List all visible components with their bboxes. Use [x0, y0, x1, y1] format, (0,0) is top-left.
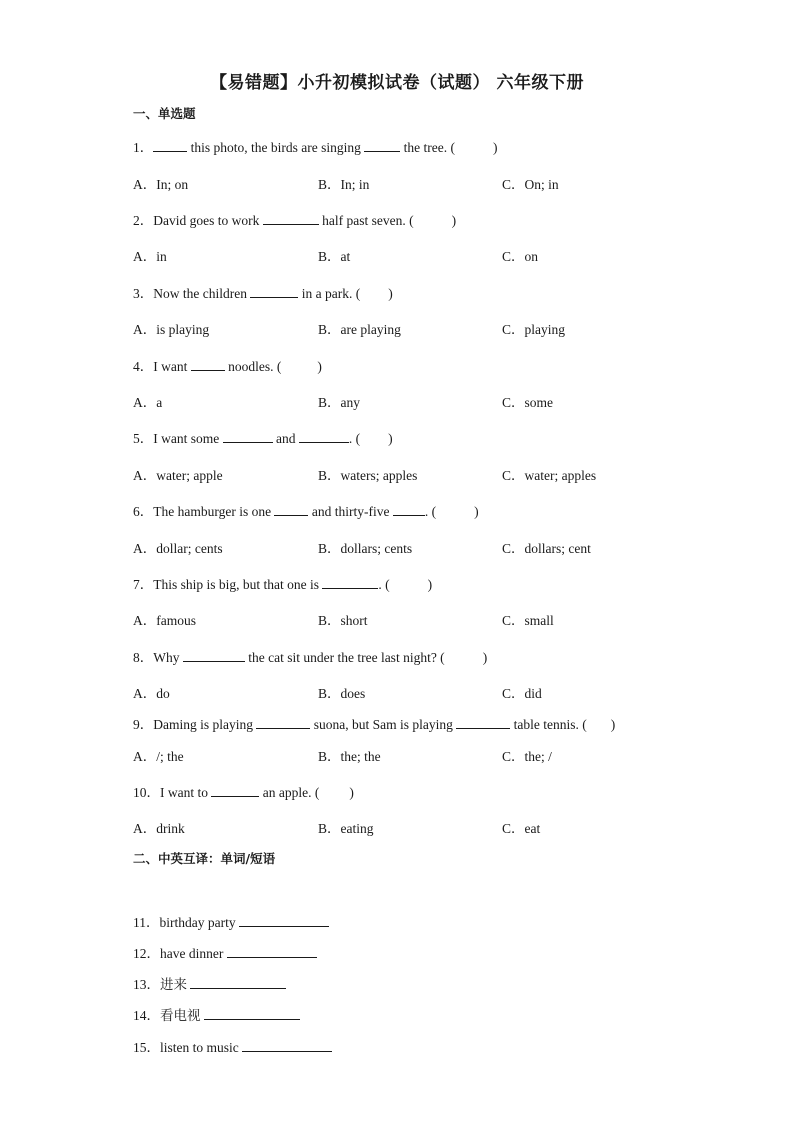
answer-blank[interactable] — [456, 716, 510, 729]
section-heading-single-choice: 一、单选题 — [133, 106, 196, 121]
question-10: 10．I want to an apple. ( ) — [133, 785, 354, 800]
option-c[interactable]: C．On; in — [502, 177, 559, 192]
option-a[interactable]: A．in — [133, 249, 167, 264]
translation-item-15: 15．listen to music — [133, 1036, 332, 1056]
question-8: 8．Why the cat sit under the tree last night? ( ) — [133, 650, 488, 665]
answer-blank[interactable] — [204, 1007, 300, 1020]
option-b[interactable]: B．eating — [318, 821, 374, 836]
question-1: 1． this photo, the birds are singing the tree. ( ) — [133, 140, 498, 155]
answer-blank[interactable] — [223, 430, 273, 443]
answer-blank[interactable] — [183, 649, 245, 662]
answer-blank[interactable] — [263, 212, 319, 225]
option-c[interactable]: C．dollars; cent — [502, 541, 591, 556]
page-title: 【易错题】小升初模拟试卷（试题） 六年级下册 — [210, 73, 584, 93]
option-a[interactable]: A．In; on — [133, 177, 189, 192]
translation-item-14: 14．看电视 — [133, 1004, 300, 1024]
answer-blank[interactable] — [153, 139, 187, 152]
translation-item-11: 11．birthday party — [133, 911, 329, 931]
question-4: 4．I want noodles. ( ) — [133, 359, 322, 374]
answer-blank[interactable] — [393, 503, 425, 516]
question-7: 7．This ship is big, but that one is . ( ) — [133, 577, 433, 592]
translation-item-12: 12．have dinner — [133, 942, 317, 962]
option-a[interactable]: A．dollar; cents — [133, 541, 223, 556]
question-9: 9．Daming is playing suona, but Sam is playing table tennis. ( ) — [133, 717, 616, 732]
section-heading-translation: 二、中英互译：单词/短语 — [133, 851, 276, 866]
option-c[interactable]: C．did — [502, 686, 542, 701]
option-b[interactable]: B．waters; apples — [318, 468, 418, 483]
answer-blank[interactable] — [299, 430, 349, 443]
answer-blank[interactable] — [322, 576, 378, 589]
option-b[interactable]: B．at — [318, 249, 351, 264]
answer-blank[interactable] — [242, 1039, 332, 1052]
option-c[interactable]: C．water; apples — [502, 468, 597, 483]
question-6: 6．The hamburger is one and thirty-five . ( ) — [133, 504, 479, 519]
option-c[interactable]: C．eat — [502, 821, 541, 836]
option-b[interactable]: B．In; in — [318, 177, 370, 192]
option-a[interactable]: A．drink — [133, 821, 185, 836]
translation-item-13: 13．进来 — [133, 973, 286, 993]
option-c[interactable]: C．small — [502, 613, 554, 628]
question-2: 2．David goes to work half past seven. ( ) — [133, 213, 457, 228]
option-b[interactable]: B．are playing — [318, 322, 401, 337]
answer-blank[interactable] — [190, 976, 286, 989]
answer-blank[interactable] — [191, 358, 225, 371]
answer-blank[interactable] — [239, 914, 329, 927]
option-b[interactable]: B．any — [318, 395, 360, 410]
option-b[interactable]: B．the; the — [318, 749, 381, 764]
option-b[interactable]: B．short — [318, 613, 368, 628]
option-a[interactable]: A．famous — [133, 613, 196, 628]
option-a[interactable]: A．/; the — [133, 749, 184, 764]
option-b[interactable]: B．dollars; cents — [318, 541, 413, 556]
option-a[interactable]: A．is playing — [133, 322, 210, 337]
answer-blank[interactable] — [250, 285, 298, 298]
answer-blank[interactable] — [256, 716, 310, 729]
option-c[interactable]: C．playing — [502, 322, 565, 337]
question-5: 5．I want some and . ( ) — [133, 431, 393, 446]
option-c[interactable]: C．some — [502, 395, 554, 410]
option-b[interactable]: B．does — [318, 686, 366, 701]
answer-blank[interactable] — [211, 784, 259, 797]
answer-blank[interactable] — [274, 503, 308, 516]
option-a[interactable]: A．a — [133, 395, 163, 410]
option-a[interactable]: A．do — [133, 686, 170, 701]
option-c[interactable]: C．on — [502, 249, 539, 264]
option-a[interactable]: A．water; apple — [133, 468, 223, 483]
option-c[interactable]: C．the; / — [502, 749, 552, 764]
answer-blank[interactable] — [364, 139, 400, 152]
answer-blank[interactable] — [227, 945, 317, 958]
question-3: 3．Now the children in a park. ( ) — [133, 286, 393, 301]
